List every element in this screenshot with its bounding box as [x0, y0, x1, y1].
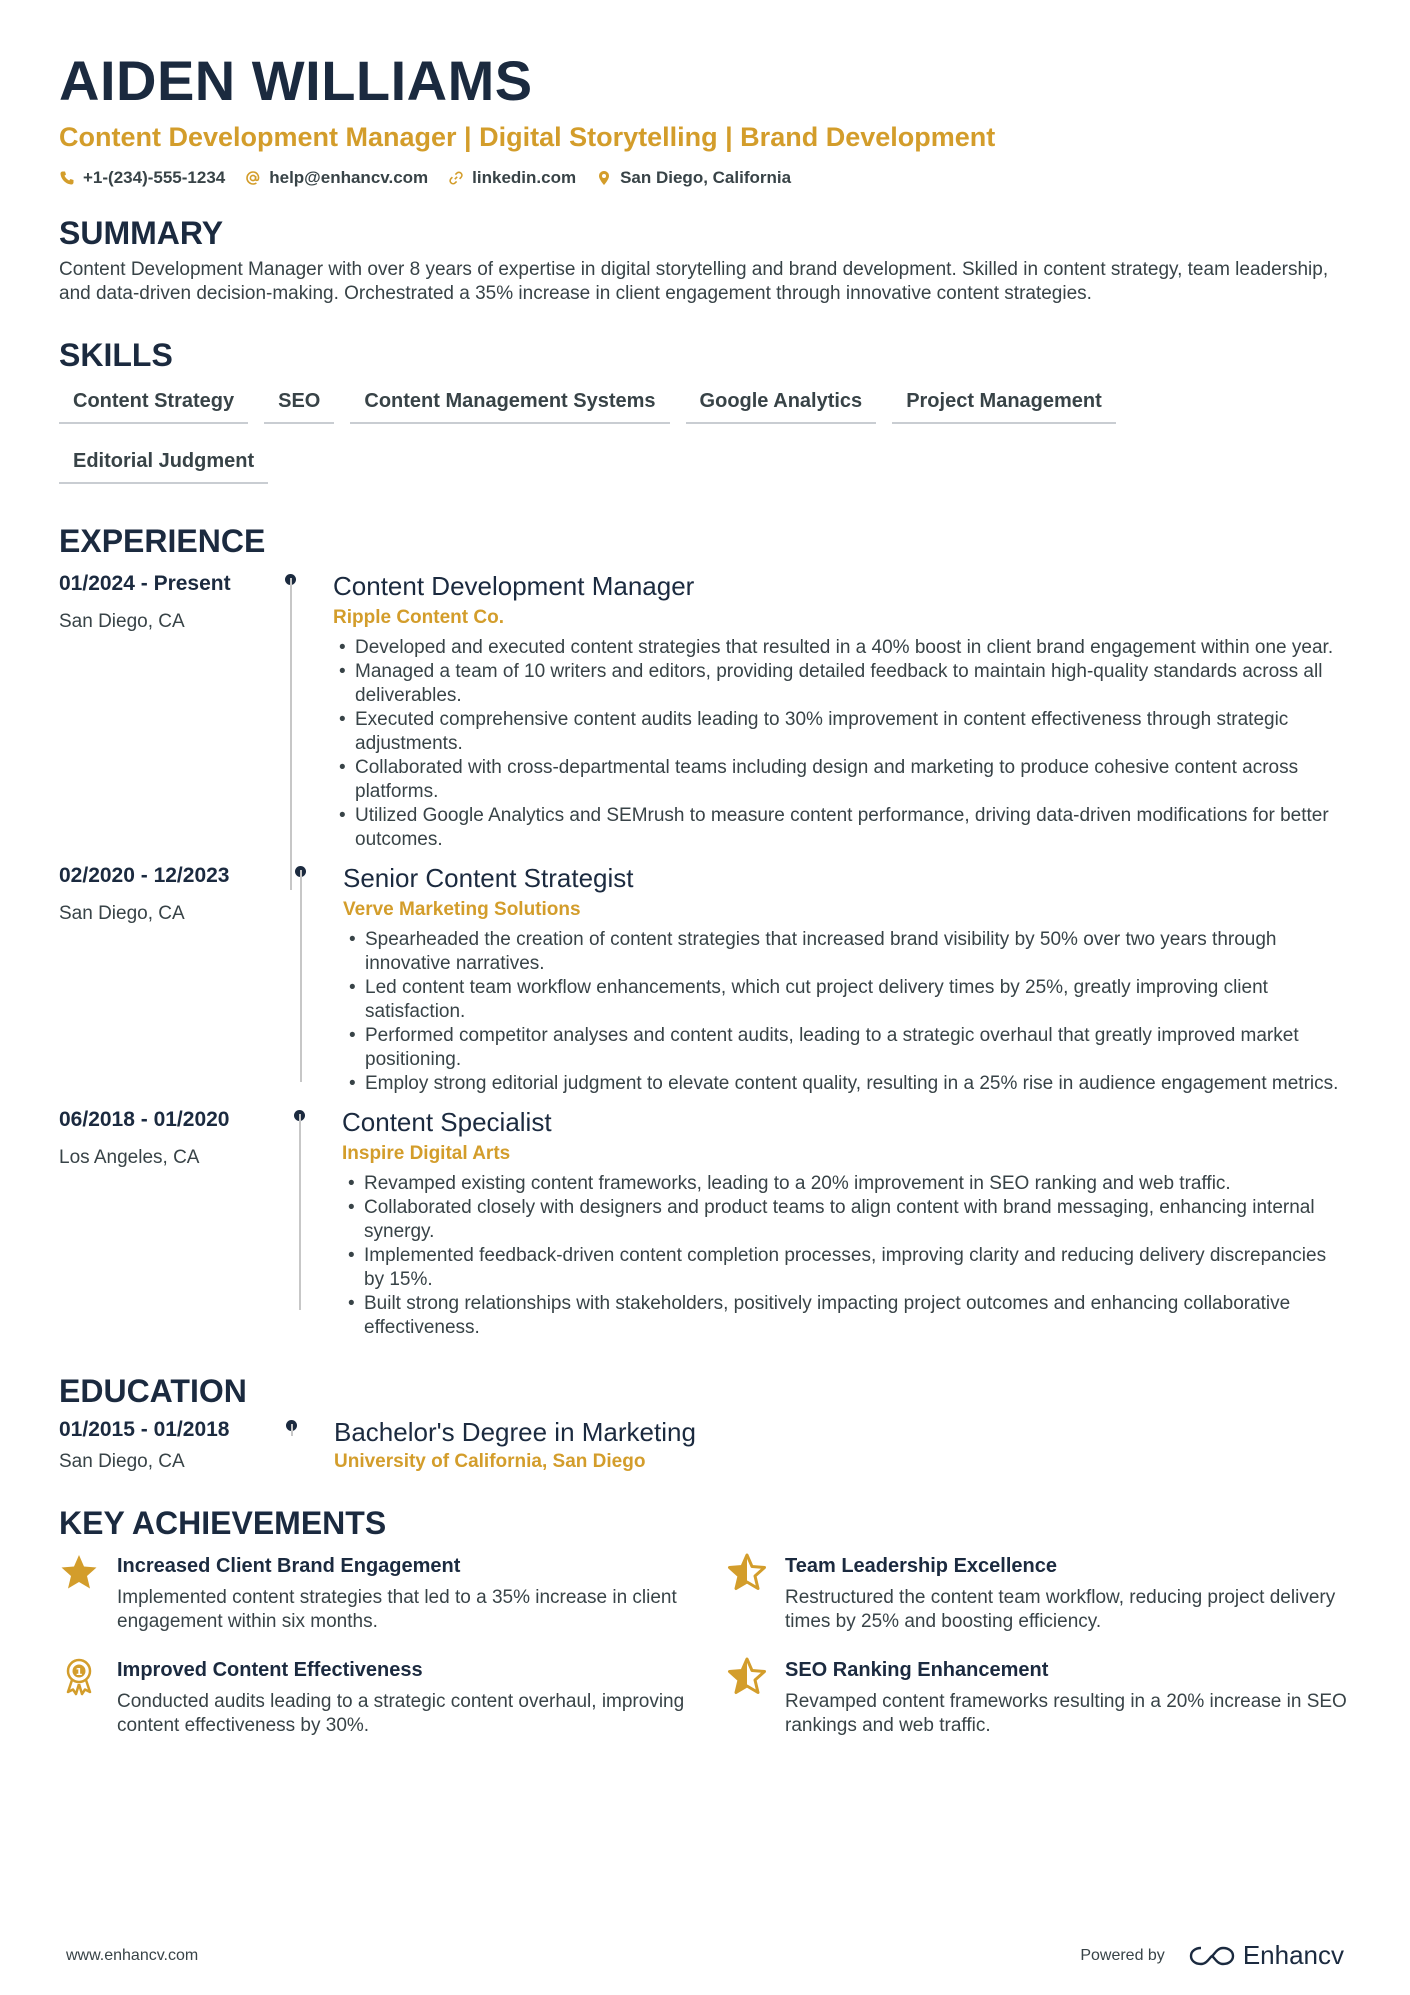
candidate-title: Content Development Manager | Digital Storytelling | Brand Development — [59, 122, 996, 152]
job-bullet: • Collaborated with cross-departmental teams including design and marketing to produce cohesive content across platforms. — [333, 756, 1351, 804]
star-outline-icon — [727, 1552, 767, 1592]
contact-linkedin-text: linkedin.com — [472, 168, 577, 187]
job-entry — [59, 862, 1351, 1096]
job-date: 02/2020 - 12/2023 — [59, 864, 230, 887]
location-pin-icon — [596, 170, 612, 186]
achievement-description: Implemented content strategies that led to a 35% increase in client engagement within six months. — [117, 1587, 677, 1632]
job-location: San Diego, CA — [59, 903, 185, 924]
timeline-line — [300, 870, 302, 1082]
job-bullet: • Collaborated closely with designers and product teams to align content with brand messaging, enhancing internal synergy. — [342, 1196, 1351, 1244]
job-date: 01/2024 - Present — [59, 572, 231, 595]
job-bullet: • Employ strong editorial judgment to elevate content quality, resulting in a 25% rise in audience engagement metrics. — [343, 1072, 1351, 1096]
job-company: Ripple Content Co. — [333, 607, 504, 628]
brand-logo[interactable] — [1189, 1940, 1344, 1971]
job-bullet: • Executed comprehensive content audits leading to 30% improvement in content effectiveness through strategic adjustments. — [333, 708, 1351, 756]
job-role: Content Specialist — [342, 1107, 552, 1137]
job-bullets — [343, 928, 1351, 1096]
contact-location — [596, 168, 791, 188]
footer — [66, 1940, 1344, 1971]
achievement-title: Increased Client Brand Engagement — [117, 1555, 461, 1577]
achievement-body — [117, 1552, 719, 1634]
contact-location-text: San Diego, California — [620, 168, 792, 187]
job-date: 06/2018 - 01/2020 — [59, 1108, 230, 1131]
medal-icon — [59, 1656, 99, 1696]
timeline-line — [291, 1424, 293, 1436]
skills-section — [59, 336, 1351, 484]
svg-text:1: 1 — [75, 1667, 83, 1678]
achievements-section — [59, 1504, 1351, 1738]
job-entry — [59, 1106, 1351, 1340]
education-details — [334, 1416, 1351, 1474]
job-bullets — [333, 636, 1351, 852]
achievement-item — [727, 1656, 1347, 1738]
link-icon — [448, 170, 464, 186]
powered-by-label: Powered by — [1080, 1946, 1165, 1964]
education-location: San Diego, CA — [59, 1451, 185, 1472]
skill-tag: Editorial Judgment — [59, 442, 268, 484]
skill-tag: Content Strategy — [59, 382, 248, 424]
job-details — [342, 1106, 1351, 1340]
skill-tag: Project Management — [892, 382, 1116, 424]
summary-section — [59, 214, 1351, 306]
star-icon — [59, 1552, 99, 1592]
job-bullet: • Built strong relationships with stakeholders, positively impacting project outcomes and enhancing collaborative effectiveness. — [342, 1292, 1351, 1340]
achievement-item — [59, 1656, 719, 1738]
achievement-item — [727, 1552, 1347, 1634]
job-bullet: • Utilized Google Analytics and SEMrush to measure content performance, driving data-driven modifications for better outcomes. — [333, 804, 1351, 852]
achievement-description: Conducted audits leading to a strategic content overhaul, improving content effectiveness by 30%. — [117, 1691, 685, 1736]
job-bullet: • Performed competitor analyses and content audits, leading to a strategic overhaul that greatly improved market positioning. — [343, 1024, 1351, 1072]
enhancv-logo-icon — [1189, 1944, 1235, 1968]
job-details — [333, 570, 1351, 852]
achievement-icon-wrap — [59, 1656, 99, 1738]
phone-icon — [59, 170, 75, 186]
job-bullet: • Led content team workflow enhancements, which cut project delivery times by 25%, greatly improving client satisfaction. — [343, 976, 1351, 1024]
job-bullet: • Implemented feedback-driven content completion processes, improving clarity and reducing delivery discrepancies by 15%. — [342, 1244, 1351, 1292]
contact-email[interactable] — [245, 168, 428, 188]
education-entry — [59, 1416, 1351, 1474]
job-details — [343, 862, 1351, 1096]
star-outline-icon — [727, 1656, 767, 1696]
brand-name: Enhancv — [1242, 1940, 1344, 1970]
timeline-line — [299, 1114, 301, 1310]
footer-url[interactable]: www.enhancv.com — [66, 1946, 199, 1964]
job-bullet: • Spearheaded the creation of content strategies that increased brand visibility by 50% over two years through innovative narratives. — [343, 928, 1351, 976]
achievement-title: Improved Content Effectiveness — [117, 1659, 423, 1681]
education-school: University of California, San Diego — [334, 1451, 646, 1472]
footer-branding — [1080, 1940, 1344, 1971]
candidate-name: AIDEN WILLIAMS — [59, 49, 533, 112]
contact-phone-text: +1-(234)-555-1234 — [83, 168, 226, 187]
job-bullet: • Managed a team of 10 writers and editors, providing detailed feedback to maintain high-quality standards across all deliverables. — [333, 660, 1351, 708]
contact-bar — [59, 168, 1351, 188]
contact-phone[interactable] — [59, 168, 225, 188]
timeline-line — [290, 578, 292, 890]
achievement-icon-wrap — [727, 1656, 767, 1738]
skills-heading: SKILLS — [59, 337, 173, 373]
summary-heading: SUMMARY — [59, 215, 224, 251]
job-role: Senior Content Strategist — [343, 863, 634, 893]
at-icon — [245, 170, 261, 186]
education-heading: EDUCATION — [59, 1373, 247, 1409]
education-section — [59, 1372, 1351, 1474]
contact-email-text: help@enhancv.com — [269, 168, 429, 187]
achievement-icon-wrap — [59, 1552, 99, 1634]
job-company: Verve Marketing Solutions — [343, 899, 581, 920]
achievement-body — [117, 1656, 719, 1738]
achievements-heading: KEY ACHIEVEMENTS — [59, 1505, 387, 1541]
summary-text: Content Development Manager with over 8 years of expertise in digital storytelling and brand development. Skilled in content strategy, team leadership, and data-driven decision-making. Orchestrated a 35% increase in client engagement through innovative content strategies. — [59, 259, 1329, 304]
achievement-body — [785, 1656, 1347, 1738]
education-degree: Bachelor's Degree in Marketing — [334, 1417, 696, 1447]
skill-tag: Google Analytics — [686, 382, 877, 424]
job-company: Inspire Digital Arts — [342, 1143, 511, 1164]
skill-list — [59, 382, 1299, 484]
achievement-description: Restructured the content team workflow, reducing project delivery times by 25% and boosting efficiency. — [785, 1587, 1336, 1632]
achievement-title: Team Leadership Excellence — [785, 1555, 1057, 1577]
skill-tag: Content Management Systems — [350, 382, 669, 424]
achievement-title: SEO Ranking Enhancement — [785, 1659, 1049, 1681]
education-date: 01/2015 - 01/2018 — [59, 1418, 230, 1441]
achievement-item — [59, 1552, 719, 1634]
job-bullets — [342, 1172, 1351, 1340]
achievements-grid — [59, 1552, 1351, 1738]
skill-tag: SEO — [264, 382, 334, 424]
job-location: Los Angeles, CA — [59, 1147, 200, 1168]
experience-section — [59, 522, 1351, 1340]
job-bullet: • Revamped existing content frameworks, leading to a 20% improvement in SEO ranking and web traffic. — [342, 1172, 1351, 1196]
job-role: Content Development Manager — [333, 571, 695, 601]
achievement-icon-wrap — [727, 1552, 767, 1634]
job-bullet: • Developed and executed content strategies that resulted in a 40% boost in client brand engagement within one year. — [333, 636, 1351, 660]
job-entry — [59, 570, 1351, 852]
achievement-description: Revamped content frameworks resulting in a 20% increase in SEO rankings and web traffic. — [785, 1691, 1347, 1736]
experience-heading: EXPERIENCE — [59, 523, 266, 559]
achievement-body — [785, 1552, 1347, 1634]
contact-linkedin[interactable] — [448, 168, 576, 188]
job-location: San Diego, CA — [59, 611, 185, 632]
